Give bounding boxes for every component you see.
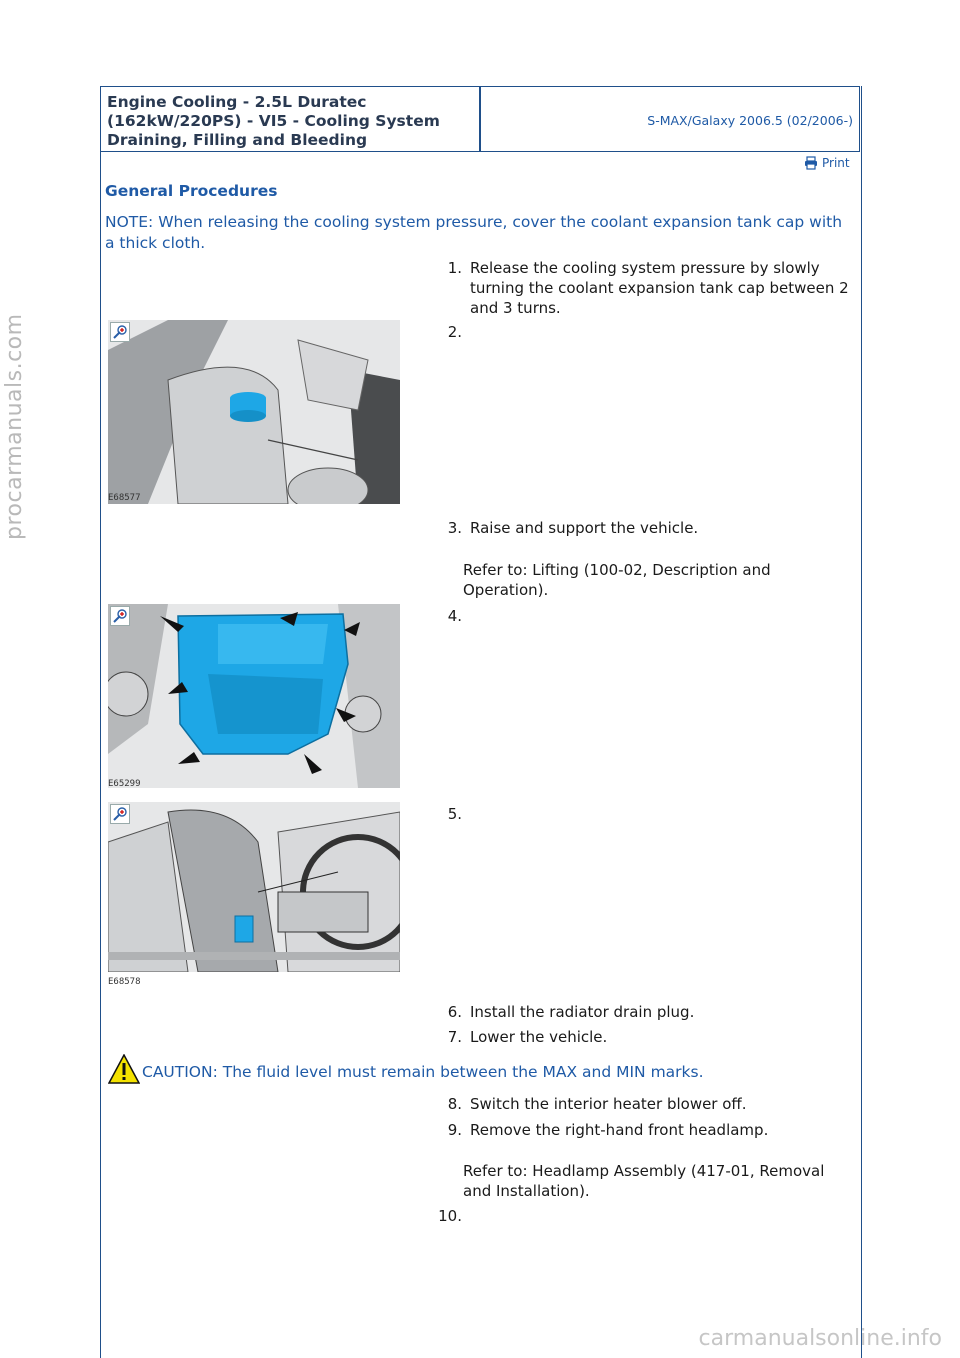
step-3 [420, 518, 850, 538]
step-6 [420, 1002, 850, 1022]
step-text: Remove the right-hand front headlamp. [470, 1121, 769, 1139]
section-title: General Procedures [105, 182, 278, 200]
step-number: 9. [447, 1121, 462, 1139]
step-3-reference[interactable]: Refer to: Lifting (100-02, Description and Operation). [463, 561, 771, 599]
step-text: Release the cooling system pressure by slowly turning the coolant expansion tank cap between 2 and 3 turns. [470, 259, 849, 317]
splash-shield-illustration [108, 604, 400, 788]
zoom-in-icon[interactable] [110, 804, 130, 824]
step-5 [420, 804, 850, 824]
caution-text: CAUTION: The fluid level must remain between the MAX and MIN marks. [142, 1063, 704, 1081]
step-number: 5. [447, 805, 462, 823]
step-9-reference[interactable]: Refer to: Headlamp Assembly (417-01, Removal and Installation). [463, 1162, 825, 1200]
step-text [470, 1206, 850, 1226]
figure-label: E68577 [108, 493, 141, 503]
print-link[interactable] [804, 156, 850, 170]
warning-triangle-icon [108, 1054, 140, 1084]
step-10 [420, 1206, 850, 1226]
step-number: 10. [438, 1207, 462, 1225]
step-2 [420, 322, 850, 342]
step-9 [420, 1120, 850, 1140]
figure-splash-shield[interactable] [108, 604, 400, 788]
step-8 [420, 1094, 850, 1114]
figure-label: E65299 [108, 779, 141, 789]
step-text [470, 322, 850, 342]
step-number: 2. [447, 323, 462, 341]
document-header [100, 86, 860, 152]
step-text [470, 804, 850, 824]
document-title [107, 93, 477, 150]
radiator-drain-illustration [108, 802, 400, 972]
printer-icon [804, 156, 818, 170]
step-text [470, 606, 850, 626]
note-text: NOTE: When releasing the cooling system pressure, cover the coolant expansion tank cap with a thick cloth. [105, 213, 843, 252]
step-text: Raise and support the vehicle. [470, 519, 699, 537]
header-divider [479, 87, 481, 151]
print-label: Print [822, 156, 850, 170]
step-number: 4. [447, 607, 462, 625]
bottom-watermark: carmanualsonline.info [698, 1326, 942, 1351]
title-line-2: (162kW/220PS) - VI5 - Cooling System [107, 112, 440, 130]
step-number: 1. [447, 259, 462, 277]
step-4 [420, 606, 850, 626]
step-text: Install the radiator drain plug. [470, 1003, 695, 1021]
figure-expansion-tank[interactable] [108, 320, 400, 504]
step-number: 3. [447, 519, 462, 537]
step-1 [420, 258, 850, 318]
step-7 [420, 1027, 850, 1047]
step-text: Switch the interior heater blower off. [470, 1095, 747, 1113]
zoom-in-icon[interactable] [110, 322, 130, 342]
step-text: Lower the vehicle. [470, 1028, 608, 1046]
figure-label: E68578 [108, 977, 141, 987]
zoom-in-icon[interactable] [110, 606, 130, 626]
expansion-tank-illustration [108, 320, 400, 504]
title-line-3: Draining, Filling and Bleeding [107, 131, 368, 149]
figure-radiator-drain[interactable] [108, 802, 400, 972]
side-watermark: procarmanuals.com [2, 313, 27, 540]
title-line-1: Engine Cooling - 2.5L Duratec [107, 93, 367, 111]
caution-block [108, 1054, 704, 1084]
model-label: S-MAX/Galaxy 2006.5 (02/2006-) [647, 113, 853, 128]
step-number: 7. [447, 1028, 462, 1046]
step-number: 6. [447, 1003, 462, 1021]
step-number: 8. [447, 1095, 462, 1113]
